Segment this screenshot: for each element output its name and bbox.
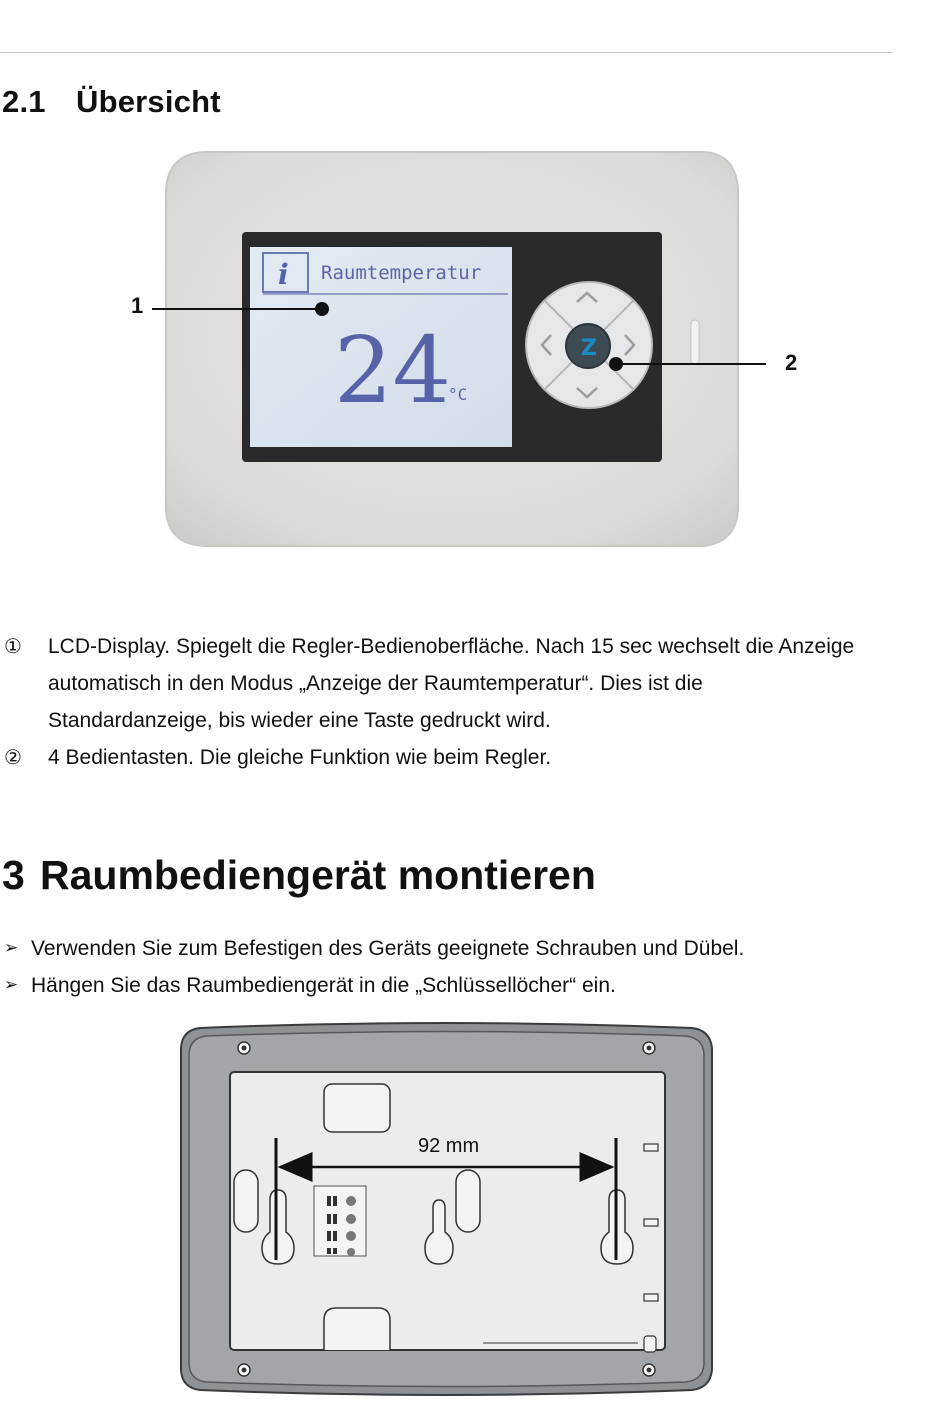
instruction-item [4, 930, 904, 967]
lcd-unit: °C [448, 385, 468, 404]
header-rule [0, 52, 893, 53]
instruction-text: Verwenden Sie zum Befestigen des Geräts geeignete Schrauben und Dübel. [31, 937, 745, 960]
lcd-temperature: 24 [334, 317, 452, 424]
arrow-bullet-icon: ➢ [4, 938, 19, 958]
legend-marker: ① [4, 634, 22, 658]
legend-text: LCD-Display. Spiegelt die Regler-Bedienoberfläche. Nach 15 sec wechselt die Anzeige [48, 635, 855, 658]
legend-marker: ② [4, 745, 22, 769]
device-front-illustration [131, 150, 798, 550]
legend-text: 4 Bedientasten. Die gleiche Funktion wie beim Regler. [48, 746, 552, 769]
instruction-text: Hängen Sie das Raumbediengerät in die „Schlüssellöcher“ ein. [31, 974, 616, 997]
section-title: Raumbediengerät montieren [40, 852, 596, 898]
button-pad [526, 282, 652, 408]
section-heading-mounting [2, 852, 596, 899]
lcd-label: Raumtemperatur [321, 262, 482, 284]
legend-text-cont: Standardanzeige, bis wieder eine Taste gedruckt wird. [48, 709, 551, 732]
arrow-bullet-icon: ➢ [4, 975, 19, 995]
info-icon: i [278, 258, 289, 291]
legend-item-1 [4, 628, 904, 739]
dimension-label: 92 mm [418, 1135, 480, 1157]
center-button-label: Z [581, 336, 597, 361]
section-number: 2.1 [2, 84, 46, 119]
legend-list [4, 628, 904, 776]
section-number: 3 [2, 852, 25, 898]
instruction-item [4, 967, 904, 1004]
callout-1: 1 [131, 293, 144, 318]
section-heading-overview [2, 84, 221, 120]
mounting-backplate-drawing [178, 1020, 715, 1398]
section-title: Übersicht [76, 84, 221, 119]
legend-item-2 [4, 739, 904, 776]
legend-text-cont: automatisch in den Modus „Anzeige der Raumtemperatur“. Dies ist die [48, 672, 703, 695]
callout-2: 2 [785, 350, 798, 375]
instruction-list [4, 930, 904, 1004]
